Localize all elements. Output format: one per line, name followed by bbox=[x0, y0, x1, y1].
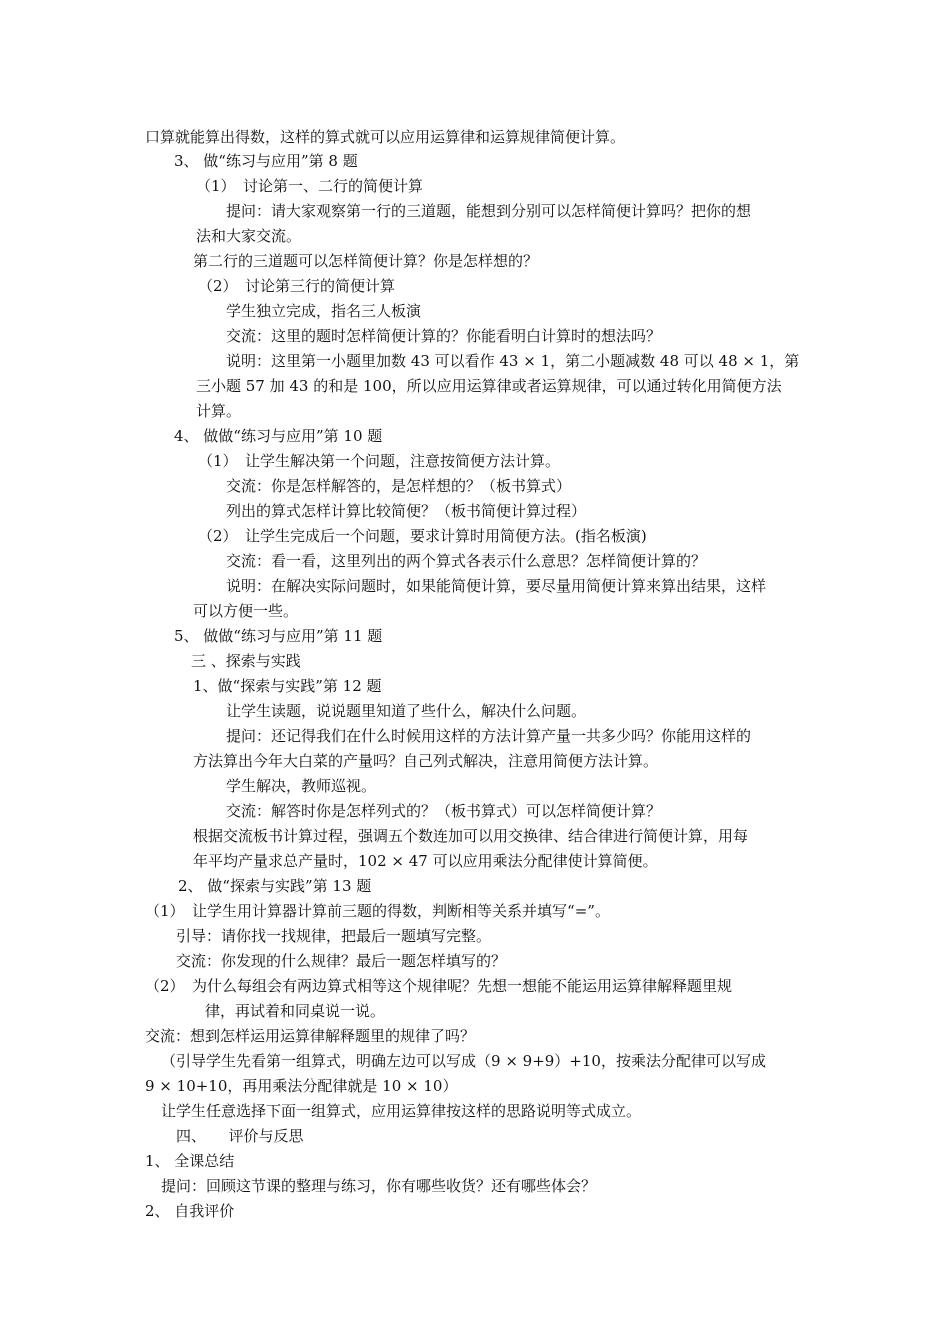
text-line: 交流：看一看，这里列出的两个算式各表示什么意思？怎样简便计算的？ bbox=[226, 552, 707, 570]
text-line: 三小题 57 加 43 的和是 100，所以应用运算律或者运算规律，可以通过转化用简便方法 bbox=[196, 377, 782, 395]
text-line: 让学生任意选择下面一组算式，应用运算律按这样的思路说明等式成立。 bbox=[161, 1102, 642, 1120]
text-line: 列出的算式怎样计算比较简便？（板书简便计算过程） bbox=[226, 502, 587, 520]
text-line: 说明：这里第一小题里加数 43 可以看作 43 × 1，第二小题减数 48 可以 48 × 1，第 bbox=[226, 352, 800, 370]
text-line: 9 × 10+10，再用乘法分配律就是 10 × 10） bbox=[145, 1077, 458, 1095]
text-line: 年平均产量求总产量时，102 × 47 可以应用乘法分配律使计算简便。 bbox=[193, 852, 658, 870]
sub-item: （2） 让学生完成后一个问题，要求计算时用简便方法。(指名板演) bbox=[198, 527, 647, 545]
text-line: 计算。 bbox=[196, 402, 242, 420]
text-line: 学生解决，教师巡视。 bbox=[226, 777, 377, 795]
section-heading: 1、 全课总结 bbox=[145, 1152, 235, 1170]
text-line: 学生独立完成，指名三人板演 bbox=[226, 302, 422, 320]
text-line: 第二行的三道题可以怎样简便计算？你是怎样想的？ bbox=[193, 252, 539, 270]
chapter-heading: 四、 评价与反思 bbox=[176, 1127, 304, 1145]
text-line: （引导学生先看第一组算式，明确左边可以写成（9 × 9+9）+10，按乘法分配律可以写成 bbox=[161, 1052, 766, 1070]
section-heading: 2、 自我评价 bbox=[145, 1202, 235, 1220]
text-line: 交流：这里的题时怎样简便计算的？你能看明白计算时的想法吗？ bbox=[226, 327, 662, 345]
section-heading: 4、 做做“练习与应用”第 10 题 bbox=[174, 427, 383, 445]
text-line: 口算就能算出得数，这样的算式就可以应用运算律和运算规律简便计算。 bbox=[145, 128, 626, 146]
text-line: 可以方便一些。 bbox=[193, 602, 299, 620]
sub-item: （2） 为什么每组会有两边算式相等这个规律呢？先想一想能不能运用运算律解释题里规 bbox=[145, 977, 733, 995]
text-line: 交流：想到怎样运用运算律解释题里的规律了吗？ bbox=[145, 1027, 476, 1045]
text-line: 提问：请大家观察第一行的三道题，能想到分别可以怎样简便计算吗？把你的想 bbox=[226, 202, 752, 220]
text-line: 提问：回顾这节课的整理与练习，你有哪些收货？还有哪些体会？ bbox=[161, 1177, 597, 1195]
text-line: 交流：你发现的什么规律？最后一题怎样填写的？ bbox=[176, 952, 507, 970]
text-line: 交流：解答时你是怎样列式的？（板书算式）可以怎样简便计算？ bbox=[226, 802, 662, 820]
sub-item: （2） 讨论第三行的简便计算 bbox=[198, 277, 396, 295]
sub-item: （1） 讨论第一、二行的简便计算 bbox=[196, 177, 424, 195]
text-line: 提问：还记得我们在什么时候用这样的方法计算产量一共多少吗？你能用这样的 bbox=[226, 727, 752, 745]
section-heading: 5、 做做“练习与应用”第 11 题 bbox=[174, 627, 383, 645]
chapter-heading: 三 、探索与实践 bbox=[191, 652, 301, 670]
section-heading: 3、 做“练习与应用”第 8 题 bbox=[174, 152, 358, 170]
text-line: 引导：请你找一找规律，把最后一题填写完整。 bbox=[176, 927, 492, 945]
sub-item: （1） 让学生解决第一个问题，注意按简便方法计算。 bbox=[198, 452, 561, 470]
sub-item: （1） 让学生用计算器计算前三题的得数，判断相等关系并填写“=”。 bbox=[145, 902, 610, 920]
text-line: 让学生读题，说说题里知道了些什么，解决什么问题。 bbox=[226, 702, 587, 720]
text-line: 说明：在解决实际问题时，如果能简便计算，要尽量用简便计算来算出结果，这样 bbox=[226, 577, 767, 595]
text-line: 方法算出今年大白菜的产量吗？自己列式解决，注意用简便方法计算。 bbox=[193, 752, 659, 770]
section-heading: 1、做“探索与实践”第 12 题 bbox=[193, 677, 382, 695]
text-line: 根据交流板书计算过程，强调五个数连加可以用交换律、结合律进行简便计算，用每 bbox=[193, 827, 749, 845]
section-heading: 2、 做“探索与实践”第 13 题 bbox=[178, 877, 372, 895]
text-line: 交流：你是怎样解答的，是怎样想的？（板书算式） bbox=[226, 477, 572, 495]
text-line: 律，再试着和同桌说一说。 bbox=[205, 1002, 386, 1020]
text-line: 法和大家交流。 bbox=[196, 227, 302, 245]
